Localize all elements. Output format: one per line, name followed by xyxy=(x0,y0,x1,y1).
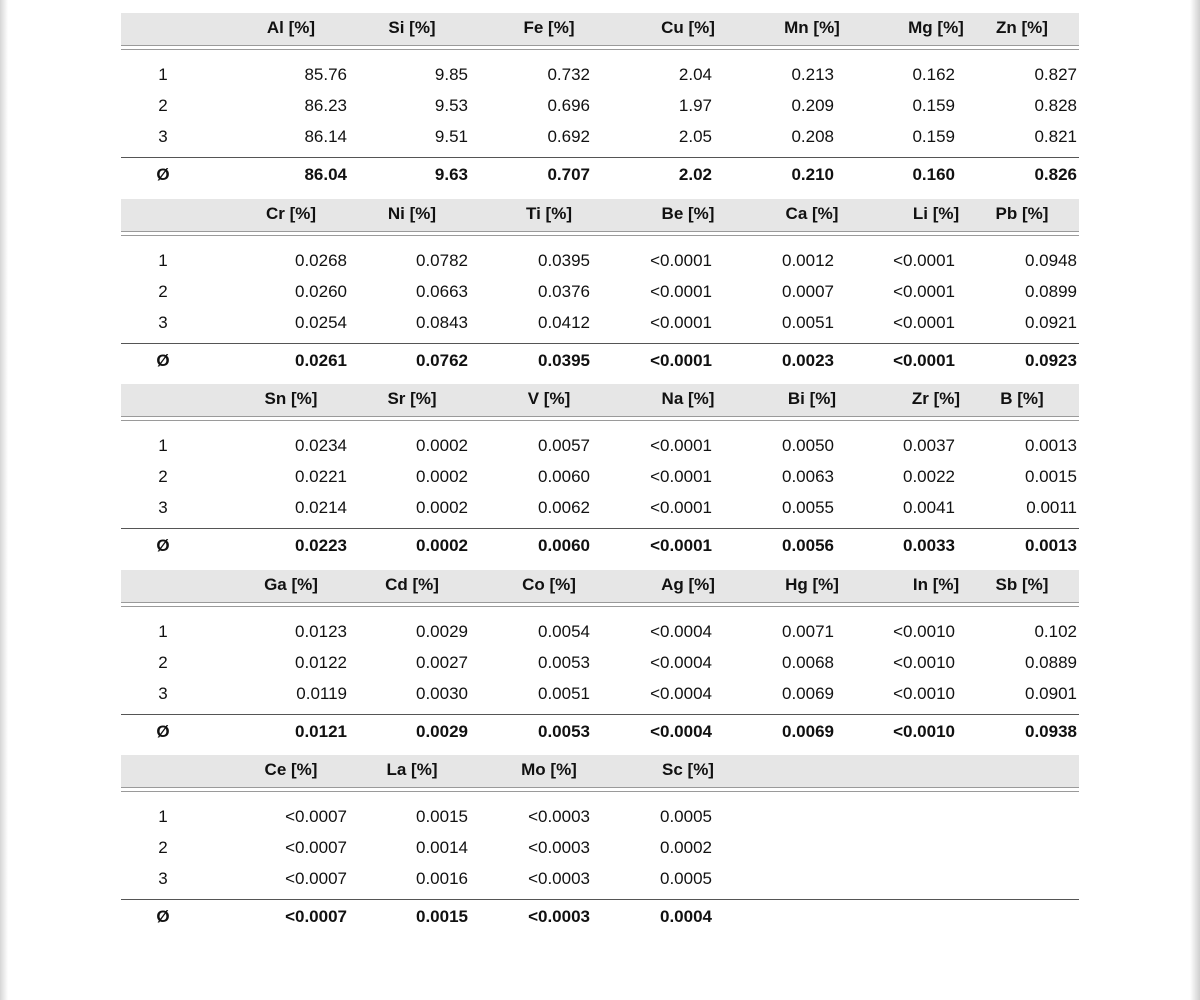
average-cell: <0.0010 xyxy=(893,721,955,741)
table-cell: 0.0053 xyxy=(538,652,590,672)
table-cell: 86.14 xyxy=(304,127,347,146)
table-cell: 0.0002 xyxy=(660,838,712,857)
average-cell: 0.210 xyxy=(791,165,834,184)
table-cell: 0.0012 xyxy=(782,250,834,270)
table-cell: <0.0007 xyxy=(285,869,347,888)
table-cell: <0.0001 xyxy=(650,467,712,486)
page-shadow-right xyxy=(1190,0,1200,1000)
table-cell: 0.0119 xyxy=(296,683,347,703)
column-header: Al [%] xyxy=(266,18,316,37)
page-shadow-left xyxy=(0,0,8,1000)
table-cell: 0.0005 xyxy=(660,869,712,888)
table-block xyxy=(121,199,1079,385)
table-cell: 2.04 xyxy=(678,65,712,84)
column-header: B [%] xyxy=(1000,389,1044,408)
column-header: Ag [%] xyxy=(661,574,715,594)
table-cell: 0.0037 xyxy=(903,436,955,455)
table-block xyxy=(121,384,1079,570)
table-cell: 2.05 xyxy=(678,127,712,146)
average-cell: 86.04 xyxy=(304,165,347,184)
average-cell: 0.826 xyxy=(1034,165,1077,184)
column-header: Bi [%] xyxy=(787,389,837,408)
average-divider xyxy=(121,714,1079,715)
table-cell: <0.0004 xyxy=(650,621,712,641)
column-header: Ti [%] xyxy=(526,203,572,223)
row-index: 3 xyxy=(158,312,168,332)
average-cell: 0.0056 xyxy=(782,536,834,555)
average-cell: 2.02 xyxy=(678,165,712,184)
column-header: Sn [%] xyxy=(264,389,318,408)
average-divider xyxy=(121,528,1079,529)
table-cell: 0.0054 xyxy=(538,621,590,641)
average-cell: 0.0938 xyxy=(1025,721,1077,741)
row-index: 2 xyxy=(158,838,168,857)
table-cell: <0.0001 xyxy=(893,312,955,332)
table-cell: 0.0782 xyxy=(416,250,468,270)
table-cell: <0.0003 xyxy=(528,807,590,826)
table-cell: 0.0060 xyxy=(538,467,590,486)
column-header: Zr [%] xyxy=(911,389,961,408)
table-cell: 0.0015 xyxy=(1025,467,1077,486)
table-cell: <0.0001 xyxy=(893,250,955,270)
table-cell: 0.213 xyxy=(791,65,834,84)
table-cell: 0.209 xyxy=(791,96,834,115)
column-header: Fe [%] xyxy=(523,18,575,37)
table-cell: 0.0013 xyxy=(1025,436,1077,455)
column-header: Na [%] xyxy=(661,389,715,408)
column-header: V [%] xyxy=(527,389,571,408)
row-index: 1 xyxy=(158,250,168,270)
table-cell: 0.0268 xyxy=(295,250,347,270)
table-cell: 0.0843 xyxy=(416,312,468,332)
row-index: 1 xyxy=(158,436,168,455)
average-cell: 0.0223 xyxy=(295,536,347,555)
table-block xyxy=(121,13,1079,199)
average-cell: 0.0261 xyxy=(295,350,347,370)
row-index: 2 xyxy=(158,96,168,115)
column-header: Zn [%] xyxy=(996,18,1048,37)
column-header: Mo [%] xyxy=(521,760,577,779)
table-cell: 0.0002 xyxy=(416,467,468,486)
table-cell: 1.97 xyxy=(678,96,712,115)
average-cell: 0.160 xyxy=(912,165,955,184)
table-block xyxy=(121,570,1079,756)
table-cell: <0.0010 xyxy=(893,652,955,672)
table-cell: 0.827 xyxy=(1034,65,1077,84)
average-symbol: Ø xyxy=(156,350,170,370)
average-symbol: Ø xyxy=(156,536,170,555)
table-cell: 0.0050 xyxy=(782,436,834,455)
table-cell: 0.0015 xyxy=(416,807,468,826)
average-symbol: Ø xyxy=(156,907,170,926)
table-cell: 0.0221 xyxy=(295,467,347,486)
table-cell: 0.0027 xyxy=(416,652,468,672)
table-cell: 0.0062 xyxy=(538,498,590,517)
row-index: 3 xyxy=(158,869,168,888)
column-header: Ga [%] xyxy=(264,574,318,594)
column-header: Ni [%] xyxy=(387,203,437,223)
column-header: Ce [%] xyxy=(264,760,318,779)
average-cell: 0.0121 xyxy=(295,721,347,741)
average-cell: 0.0023 xyxy=(782,350,834,370)
table-cell: 0.0016 xyxy=(416,869,468,888)
table-cell: 0.0068 xyxy=(782,652,834,672)
row-index: 2 xyxy=(158,652,168,672)
column-header: Si [%] xyxy=(388,18,436,37)
column-header: Hg [%] xyxy=(785,574,839,594)
row-index: 3 xyxy=(158,683,168,703)
table-cell: 0.0069 xyxy=(782,683,834,703)
column-header: Be [%] xyxy=(661,203,715,223)
table-cell: 0.159 xyxy=(912,127,955,146)
table-cell: 0.0921 xyxy=(1025,312,1077,332)
table-cell: 0.0123 xyxy=(295,621,347,641)
table-cell: 0.0412 xyxy=(538,312,590,332)
column-header: Pb [%] xyxy=(995,203,1049,223)
table-cell: 0.0030 xyxy=(416,683,468,703)
column-header: Sr [%] xyxy=(387,389,437,408)
table-cell: 0.0051 xyxy=(538,683,590,703)
row-index: 3 xyxy=(158,127,168,146)
row-index: 3 xyxy=(158,498,168,517)
table-cell: 0.0011 xyxy=(1026,498,1077,517)
row-index: 2 xyxy=(158,281,168,301)
table-cell: 0.0002 xyxy=(416,498,468,517)
average-divider xyxy=(121,343,1079,344)
table-cell: 0.696 xyxy=(547,96,590,115)
average-cell: 0.0069 xyxy=(782,721,834,741)
table-cell: 0.0122 xyxy=(295,652,347,672)
table-cell: <0.0004 xyxy=(650,652,712,672)
table-cell: 85.76 xyxy=(304,65,347,84)
table-cell: 0.208 xyxy=(791,127,834,146)
average-cell: <0.0007 xyxy=(285,907,347,926)
column-header: Li [%] xyxy=(912,203,960,223)
table-cell: <0.0003 xyxy=(528,869,590,888)
table-cell: 0.162 xyxy=(912,65,955,84)
average-cell: 0.0033 xyxy=(903,536,955,555)
table-cell: 0.102 xyxy=(1034,621,1077,641)
table-cell: <0.0004 xyxy=(650,683,712,703)
table-cell: 0.732 xyxy=(547,65,590,84)
average-cell: <0.0001 xyxy=(650,350,712,370)
table-cell: 0.0214 xyxy=(295,498,347,517)
table-cell: 0.0051 xyxy=(782,312,834,332)
average-divider xyxy=(121,157,1079,158)
average-symbol: Ø xyxy=(156,165,170,184)
table-cell: 0.0899 xyxy=(1025,281,1077,301)
table-cell: <0.0001 xyxy=(650,498,712,517)
table-cell: 0.0055 xyxy=(782,498,834,517)
table-cell: 0.0889 xyxy=(1025,652,1077,672)
element-composition-tables xyxy=(121,13,1079,941)
average-cell: <0.0001 xyxy=(893,350,955,370)
table-cell: 0.0057 xyxy=(538,436,590,455)
average-symbol: Ø xyxy=(156,721,170,741)
table-cell: 0.0901 xyxy=(1025,683,1077,703)
table-cell: 9.53 xyxy=(434,96,468,115)
table-cell: 0.0376 xyxy=(538,281,590,301)
table-cell: 0.0007 xyxy=(782,281,834,301)
column-header: Cr [%] xyxy=(265,203,317,223)
column-header: Co [%] xyxy=(522,574,576,594)
table-cell: <0.0003 xyxy=(528,838,590,857)
average-cell: 0.707 xyxy=(547,165,590,184)
table-cell: 0.0041 xyxy=(903,498,955,517)
average-cell: 0.0060 xyxy=(538,536,590,555)
table-cell: 0.0071 xyxy=(782,621,834,641)
table-cell: 0.0005 xyxy=(660,807,712,826)
column-header: Sc [%] xyxy=(662,760,714,779)
average-cell: 0.0013 xyxy=(1025,536,1077,555)
table-cell: 86.23 xyxy=(304,96,347,115)
table-block xyxy=(121,755,1079,941)
table-cell: 0.0948 xyxy=(1025,250,1077,270)
table-cell: 0.0254 xyxy=(295,312,347,332)
table-cell: 0.0022 xyxy=(903,467,955,486)
row-index: 1 xyxy=(158,621,168,641)
table-cell: 0.0234 xyxy=(295,436,347,455)
table-cell: 0.0063 xyxy=(782,467,834,486)
average-cell: 0.0762 xyxy=(416,350,468,370)
table-cell: <0.0007 xyxy=(285,807,347,826)
average-divider xyxy=(121,899,1079,900)
table-cell: <0.0010 xyxy=(893,683,955,703)
average-cell: <0.0003 xyxy=(528,907,590,926)
table-cell: <0.0007 xyxy=(285,838,347,857)
column-header: Sb [%] xyxy=(995,574,1049,594)
table-cell: 0.0395 xyxy=(538,250,590,270)
average-cell: <0.0001 xyxy=(650,536,712,555)
average-cell: <0.0004 xyxy=(650,721,712,741)
average-cell: 0.0002 xyxy=(416,536,468,555)
table-cell: 0.828 xyxy=(1034,96,1077,115)
table-cell: <0.0010 xyxy=(893,621,955,641)
row-index: 2 xyxy=(158,467,168,486)
table-cell: <0.0001 xyxy=(650,436,712,455)
table-cell: <0.0001 xyxy=(650,312,712,332)
average-cell: 0.0015 xyxy=(416,907,468,926)
table-cell: 0.0002 xyxy=(416,436,468,455)
column-header: Ca [%] xyxy=(785,203,839,223)
average-cell: 9.63 xyxy=(434,165,468,184)
table-cell: 0.0014 xyxy=(416,838,468,857)
row-index: 1 xyxy=(158,807,168,826)
row-index: 1 xyxy=(158,65,168,84)
table-cell: <0.0001 xyxy=(650,250,712,270)
column-header: In [%] xyxy=(912,574,960,594)
table-cell: 0.159 xyxy=(912,96,955,115)
average-cell: 0.0395 xyxy=(538,350,590,370)
average-cell: 0.0029 xyxy=(416,721,468,741)
table-cell: 0.0260 xyxy=(295,281,347,301)
table-cell: 0.692 xyxy=(547,127,590,146)
table-cell: 0.0663 xyxy=(416,281,468,301)
table-cell: <0.0001 xyxy=(893,281,955,301)
column-header: Mg [%] xyxy=(908,18,964,37)
table-cell: 0.0029 xyxy=(416,621,468,641)
column-header: La [%] xyxy=(386,760,438,779)
table-cell: 0.821 xyxy=(1034,127,1077,146)
column-header: Cd [%] xyxy=(385,574,439,594)
average-cell: 0.0004 xyxy=(660,907,712,926)
table-cell: <0.0001 xyxy=(650,281,712,301)
average-cell: 0.0923 xyxy=(1025,350,1077,370)
table-cell: 9.51 xyxy=(434,127,468,146)
column-header: Cu [%] xyxy=(661,18,715,37)
column-header: Mn [%] xyxy=(784,18,840,37)
table-cell: 9.85 xyxy=(434,65,468,84)
average-cell: 0.0053 xyxy=(538,721,590,741)
